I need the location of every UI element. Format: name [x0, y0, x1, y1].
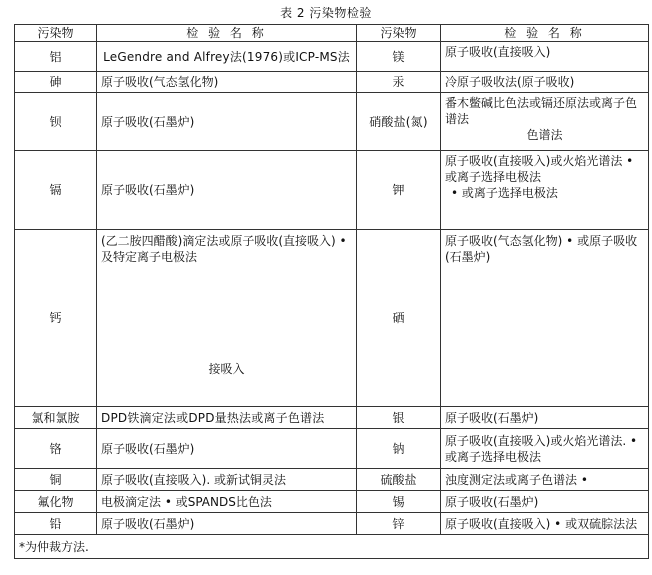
pollutant-cell: 硝酸盐(氮) [357, 93, 441, 151]
pollutant-cell: 氯和氯胺 [15, 407, 97, 429]
footnote: *为仲裁方法. [15, 535, 649, 559]
method-cell: 原子吸收(气态氢化物) [97, 72, 357, 93]
method-cell: 原子吸收(直接吸入). 或新试铜灵法 [97, 469, 357, 491]
method-text: 原子吸收(直接吸入)或火焰光谱法 • 或离子选择电极法 [445, 154, 634, 184]
pollutant-cell: 硒 [357, 230, 441, 407]
method-cell: 冷原子吸收法(原子吸收) [441, 72, 649, 93]
method-cell: 原子吸收(石墨炉) [441, 407, 649, 429]
method-cell [441, 93, 649, 151]
table-row [15, 491, 649, 513]
pollutant-cell: 钡 [15, 93, 97, 151]
method-text-tail: 色谱法 [526, 128, 563, 142]
method-cell: 原子吸收(石墨炉) [441, 491, 649, 513]
table-row [15, 513, 649, 535]
pollutant-cell: 铜 [15, 469, 97, 491]
table-row [15, 93, 649, 151]
pollutant-cell: 氟化物 [15, 491, 97, 513]
header-method-left: 检 验 名 称 [97, 25, 357, 42]
method-cell: DPD铁滴定法或DPD量热法或离子色谱法 [97, 407, 357, 429]
header-pollutant-left: 污染物 [15, 25, 97, 42]
method-cell: 原子吸收(石墨炉) [97, 513, 357, 535]
pollutant-cell: 硫酸盐 [357, 469, 441, 491]
method-cell: 原子吸收(直接吸入) [441, 42, 649, 72]
table-row [15, 230, 649, 407]
method-cell: 浊度测定法或离子色谱法 • [441, 469, 649, 491]
table-row [15, 42, 649, 72]
pollutant-cell: 钙 [15, 230, 97, 407]
method-cell: 原子吸收(石墨炉) [97, 151, 357, 230]
method-cell: 原子吸收(石墨炉) [97, 429, 357, 469]
method-cell: LeGendre and Alfrey法(1976)或ICP-MS法 [97, 42, 357, 72]
table-caption: 表 2 污染物检验 [280, 6, 372, 20]
pollutant-cell: 铝 [15, 42, 97, 72]
table-row [15, 469, 649, 491]
method-text-tail: • 或离子选择电极法 [451, 186, 558, 200]
pollutant-test-table [14, 24, 649, 559]
pollutant-cell: 铅 [15, 513, 97, 535]
pollutant-cell: 钠 [357, 429, 441, 469]
method-cell: 电极滴定法 • 或SPANDS比色法 [97, 491, 357, 513]
table-row [15, 429, 649, 469]
pollutant-cell: 砷 [15, 72, 97, 93]
pollutant-cell: 镁 [357, 42, 441, 72]
header-row [15, 25, 649, 42]
method-text: 番木鳖碱比色法或镉还原法或离子色谱法 [445, 96, 638, 126]
header-method-right: 检 验 名 称 [441, 25, 649, 42]
pollutant-cell: 锌 [357, 513, 441, 535]
table-row [15, 407, 649, 429]
pollutant-cell: 汞 [357, 72, 441, 93]
pollutant-cell: 铬 [15, 429, 97, 469]
method-cell: 原子吸收(石墨炉) [97, 93, 357, 151]
pollutant-cell: 钾 [357, 151, 441, 230]
table-row [15, 151, 649, 230]
table-row [15, 72, 649, 93]
method-cell: 原子吸收(直接吸入) • 或双硫腙法法 [441, 513, 649, 535]
method-text: (乙二胺四醋酸)滴定法或原子吸收(直接吸入) • 及特定离子电极法 [101, 234, 347, 264]
pollutant-cell: 锡 [357, 491, 441, 513]
method-cell: 原子吸收(直接吸入)或火焰光谱法. • 或离子选择电极法 [441, 429, 649, 469]
footnote-row [15, 535, 649, 559]
method-cell [441, 151, 649, 230]
method-cell: 原子吸收(气态氢化物) • 或原子吸收(石墨炉) [441, 230, 649, 407]
pollutant-cell: 银 [357, 407, 441, 429]
header-pollutant-right: 污染物 [357, 25, 441, 42]
method-text-tail: 接吸入 [208, 362, 245, 376]
method-cell [97, 230, 357, 407]
pollutant-cell: 镉 [15, 151, 97, 230]
